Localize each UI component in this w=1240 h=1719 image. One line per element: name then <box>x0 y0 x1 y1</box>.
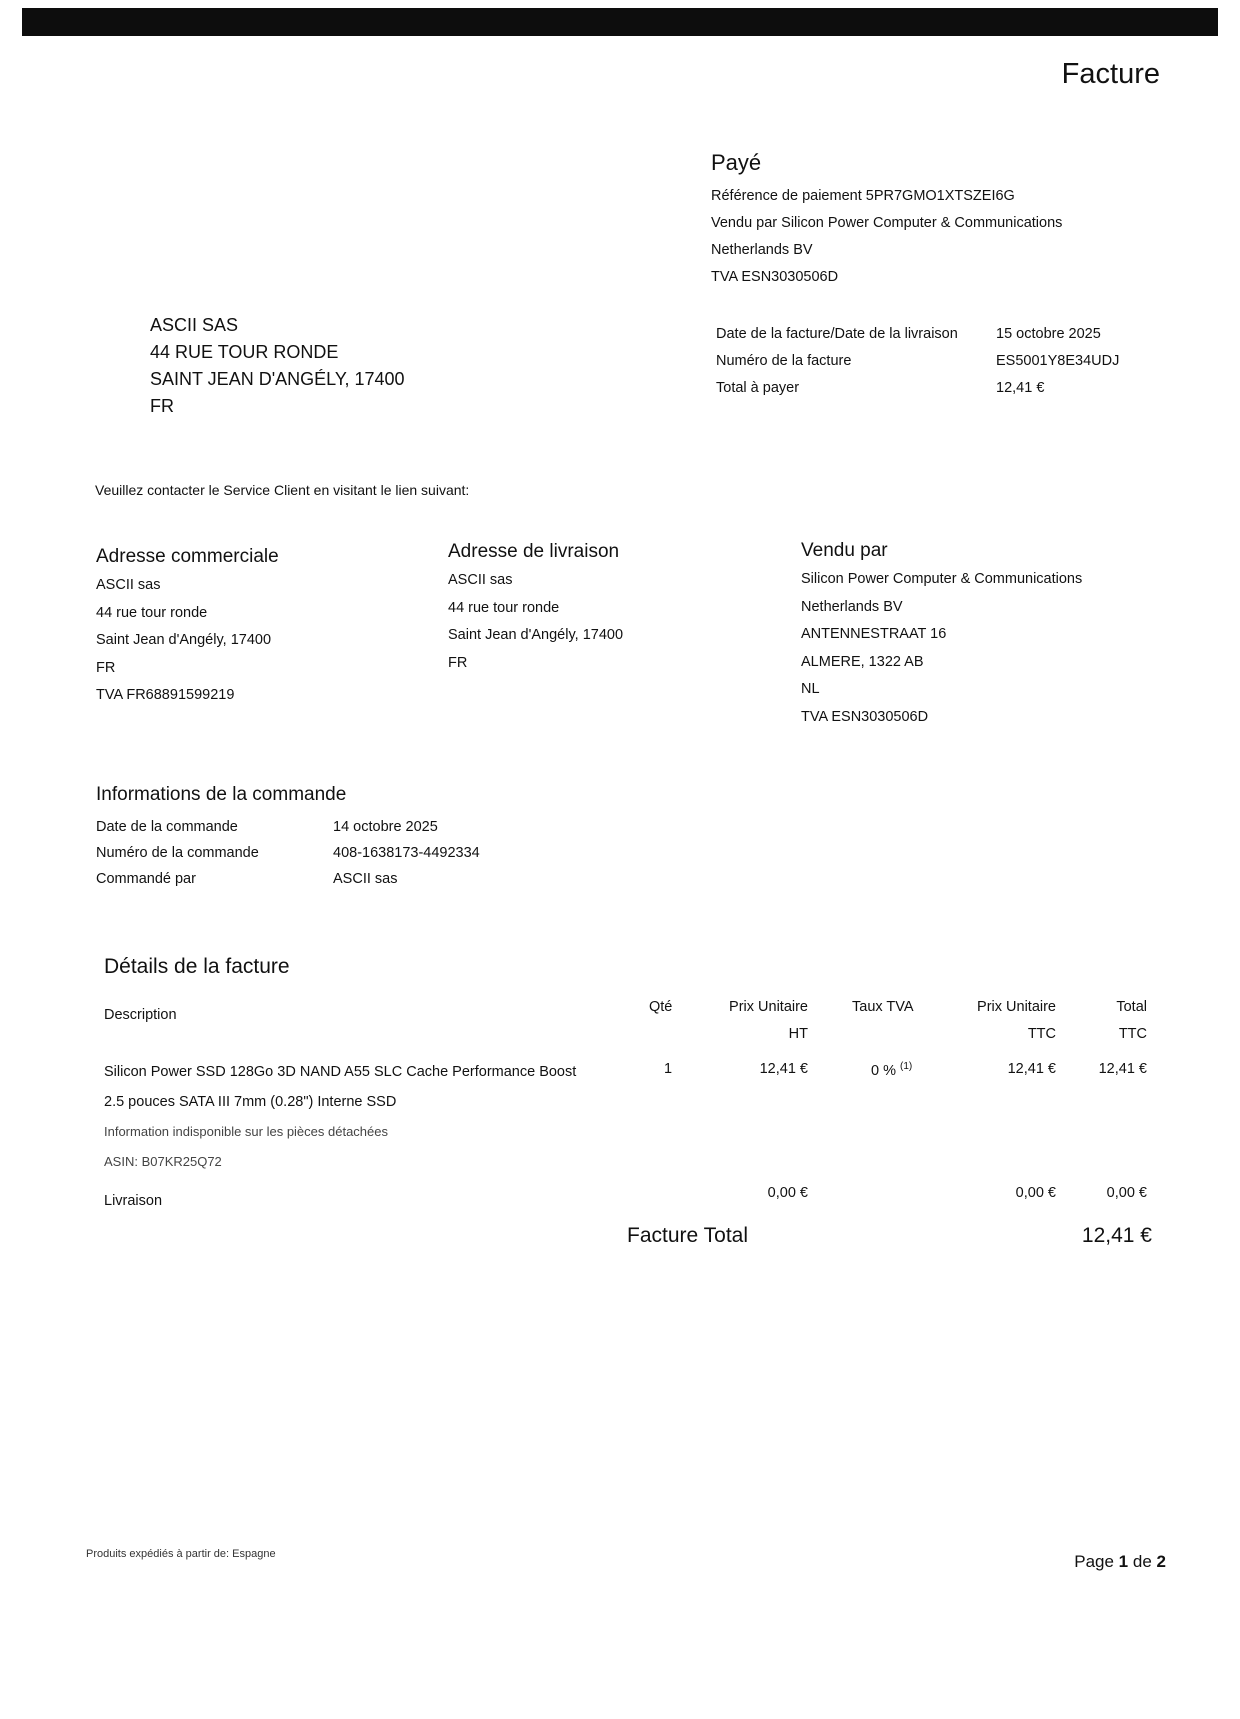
address-line: ASCII sas <box>448 572 513 588</box>
header-line: TTC <box>1027 1026 1056 1042</box>
page-number <box>1074 1552 1166 1572</box>
shipping-label: Livraison <box>104 1193 163 1209</box>
address-line: Netherlands BV <box>801 598 903 615</box>
meta-value: 12,41 € <box>996 380 1045 396</box>
seller-name-line2: Netherlands BV <box>711 242 813 258</box>
customer-line: FR <box>150 396 174 416</box>
ordered-by-row <box>96 866 480 892</box>
address-line: ALMERE, 1322 AB <box>801 653 924 670</box>
billing-title: Adresse commerciale <box>96 546 279 567</box>
item-qty: 1 <box>664 1061 673 1077</box>
shipping-total: 0,00 € <box>1106 1185 1147 1201</box>
item-vat-footnote: (1) <box>900 1061 913 1072</box>
customer-line: ASCII SAS <box>150 315 239 335</box>
page-current: 1 <box>1118 1552 1129 1571</box>
page-sep: de <box>1132 1552 1152 1571</box>
order-label: Date de la commande <box>96 819 238 835</box>
item-asin: ASIN: B07KR25Q72 <box>104 1154 222 1169</box>
shipped-from-note: Produits expédiés à partir de: Espagne <box>86 1548 276 1560</box>
payment-status: Payé <box>711 150 762 175</box>
header-unit-ttc <box>940 994 1056 1048</box>
address-line: ANTENNESTRAAT 16 <box>801 626 947 642</box>
header-line: Prix Unitaire <box>977 999 1056 1015</box>
order-info <box>96 784 480 892</box>
address-line: NL <box>801 681 820 697</box>
address-line: FR <box>96 659 116 676</box>
header-description: Description <box>104 1007 177 1023</box>
shipping-address <box>448 541 623 677</box>
address-line: 44 rue tour ronde <box>448 599 560 616</box>
meta-label: Date de la facture/Date de la livraison <box>716 326 958 342</box>
customer-line: 44 RUE TOUR RONDE <box>150 342 339 362</box>
item-unit-ttc: 12,41 € <box>1007 1061 1056 1077</box>
shipping-unit-ttc: 0,00 € <box>1015 1185 1056 1201</box>
meta-label: Total à payer <box>716 380 800 396</box>
item-title-line: 2.5 pouces SATA III 7mm (0.28") Interne SSD <box>104 1094 397 1110</box>
order-date-row <box>96 814 480 840</box>
seller-title: Vendu par <box>801 540 888 561</box>
header-line: Prix Unitaire <box>729 999 808 1015</box>
item-title-line: Silicon Power SSD 128Go 3D NAND A55 SLC Cache Performance Boost <box>104 1064 577 1080</box>
document-title: Facture <box>1061 58 1160 90</box>
address-line: TVA ESN3030506D <box>801 708 929 725</box>
customer-line: SAINT JEAN D'ANGÉLY, 17400 <box>150 369 405 389</box>
address-line: 44 rue tour ronde <box>96 604 208 621</box>
item-total: 12,41 € <box>1098 1061 1147 1077</box>
header-unit-ht <box>690 994 808 1048</box>
order-value: 14 octobre 2025 <box>333 819 438 835</box>
invoice-number-row <box>716 348 1119 375</box>
order-label: Commandé par <box>96 871 196 887</box>
order-number-row <box>96 840 480 866</box>
page-prefix: Page <box>1074 1552 1114 1571</box>
meta-label: Numéro de la facture <box>716 353 852 369</box>
address-line: Silicon Power Computer & Communications <box>801 571 1083 587</box>
order-value: ASCII sas <box>333 871 398 887</box>
meta-value: ES5001Y8E34UDJ <box>996 353 1120 369</box>
address-line: Saint Jean d'Angély, 17400 <box>448 627 624 643</box>
header-line: HT <box>788 1026 808 1042</box>
payment-info <box>711 183 1062 291</box>
seller-name-line1: Vendu par Silicon Power Computer & Communications <box>711 215 1063 231</box>
payment-reference: Référence de paiement 5PR7GMO1XTSZEI6G <box>711 188 1015 204</box>
meta-value: 15 octobre 2025 <box>996 326 1101 342</box>
page-total: 2 <box>1156 1552 1166 1571</box>
address-line: FR <box>448 654 468 671</box>
shipping-title: Adresse de livraison <box>448 541 620 562</box>
details-title: Détails de la facture <box>104 955 290 978</box>
grand-total-label: Facture Total <box>627 1224 749 1247</box>
order-label: Numéro de la commande <box>96 845 259 861</box>
item-unit-ht: 12,41 € <box>759 1061 808 1077</box>
item-note: Information indisponible sur les pièces détachées <box>104 1124 389 1139</box>
invoice-meta <box>716 321 1119 402</box>
invoice-date-row <box>716 321 1119 348</box>
address-line: TVA FR68891599219 <box>96 687 235 703</box>
header-total <box>1060 994 1147 1048</box>
seller-address <box>801 540 1082 731</box>
total-due-row <box>716 375 1119 402</box>
item-description <box>104 1057 644 1177</box>
shipping-unit-ht: 0,00 € <box>767 1185 808 1201</box>
address-line: Saint Jean d'Angély, 17400 <box>96 632 272 648</box>
seller-vat: TVA ESN3030506D <box>711 269 839 285</box>
order-value: 408-1638173-4492334 <box>333 845 480 861</box>
customer-address <box>150 312 405 420</box>
header-vat: Taux TVA <box>852 999 914 1015</box>
top-bar <box>22 8 1218 36</box>
item-vat <box>871 1061 912 1079</box>
header-line: Total <box>1116 999 1147 1015</box>
item-vat-value: 0 % <box>871 1062 896 1079</box>
address-line: ASCII sas <box>96 577 161 593</box>
header-line: TTC <box>1118 1026 1147 1042</box>
grand-total-value: 12,41 € <box>1081 1224 1152 1247</box>
billing-address <box>96 546 279 710</box>
contact-text: Veuillez contacter le Service Client en visitant le lien suivant: <box>95 482 470 498</box>
header-qty: Qté <box>649 999 673 1015</box>
order-title: Informations de la commande <box>96 784 347 805</box>
